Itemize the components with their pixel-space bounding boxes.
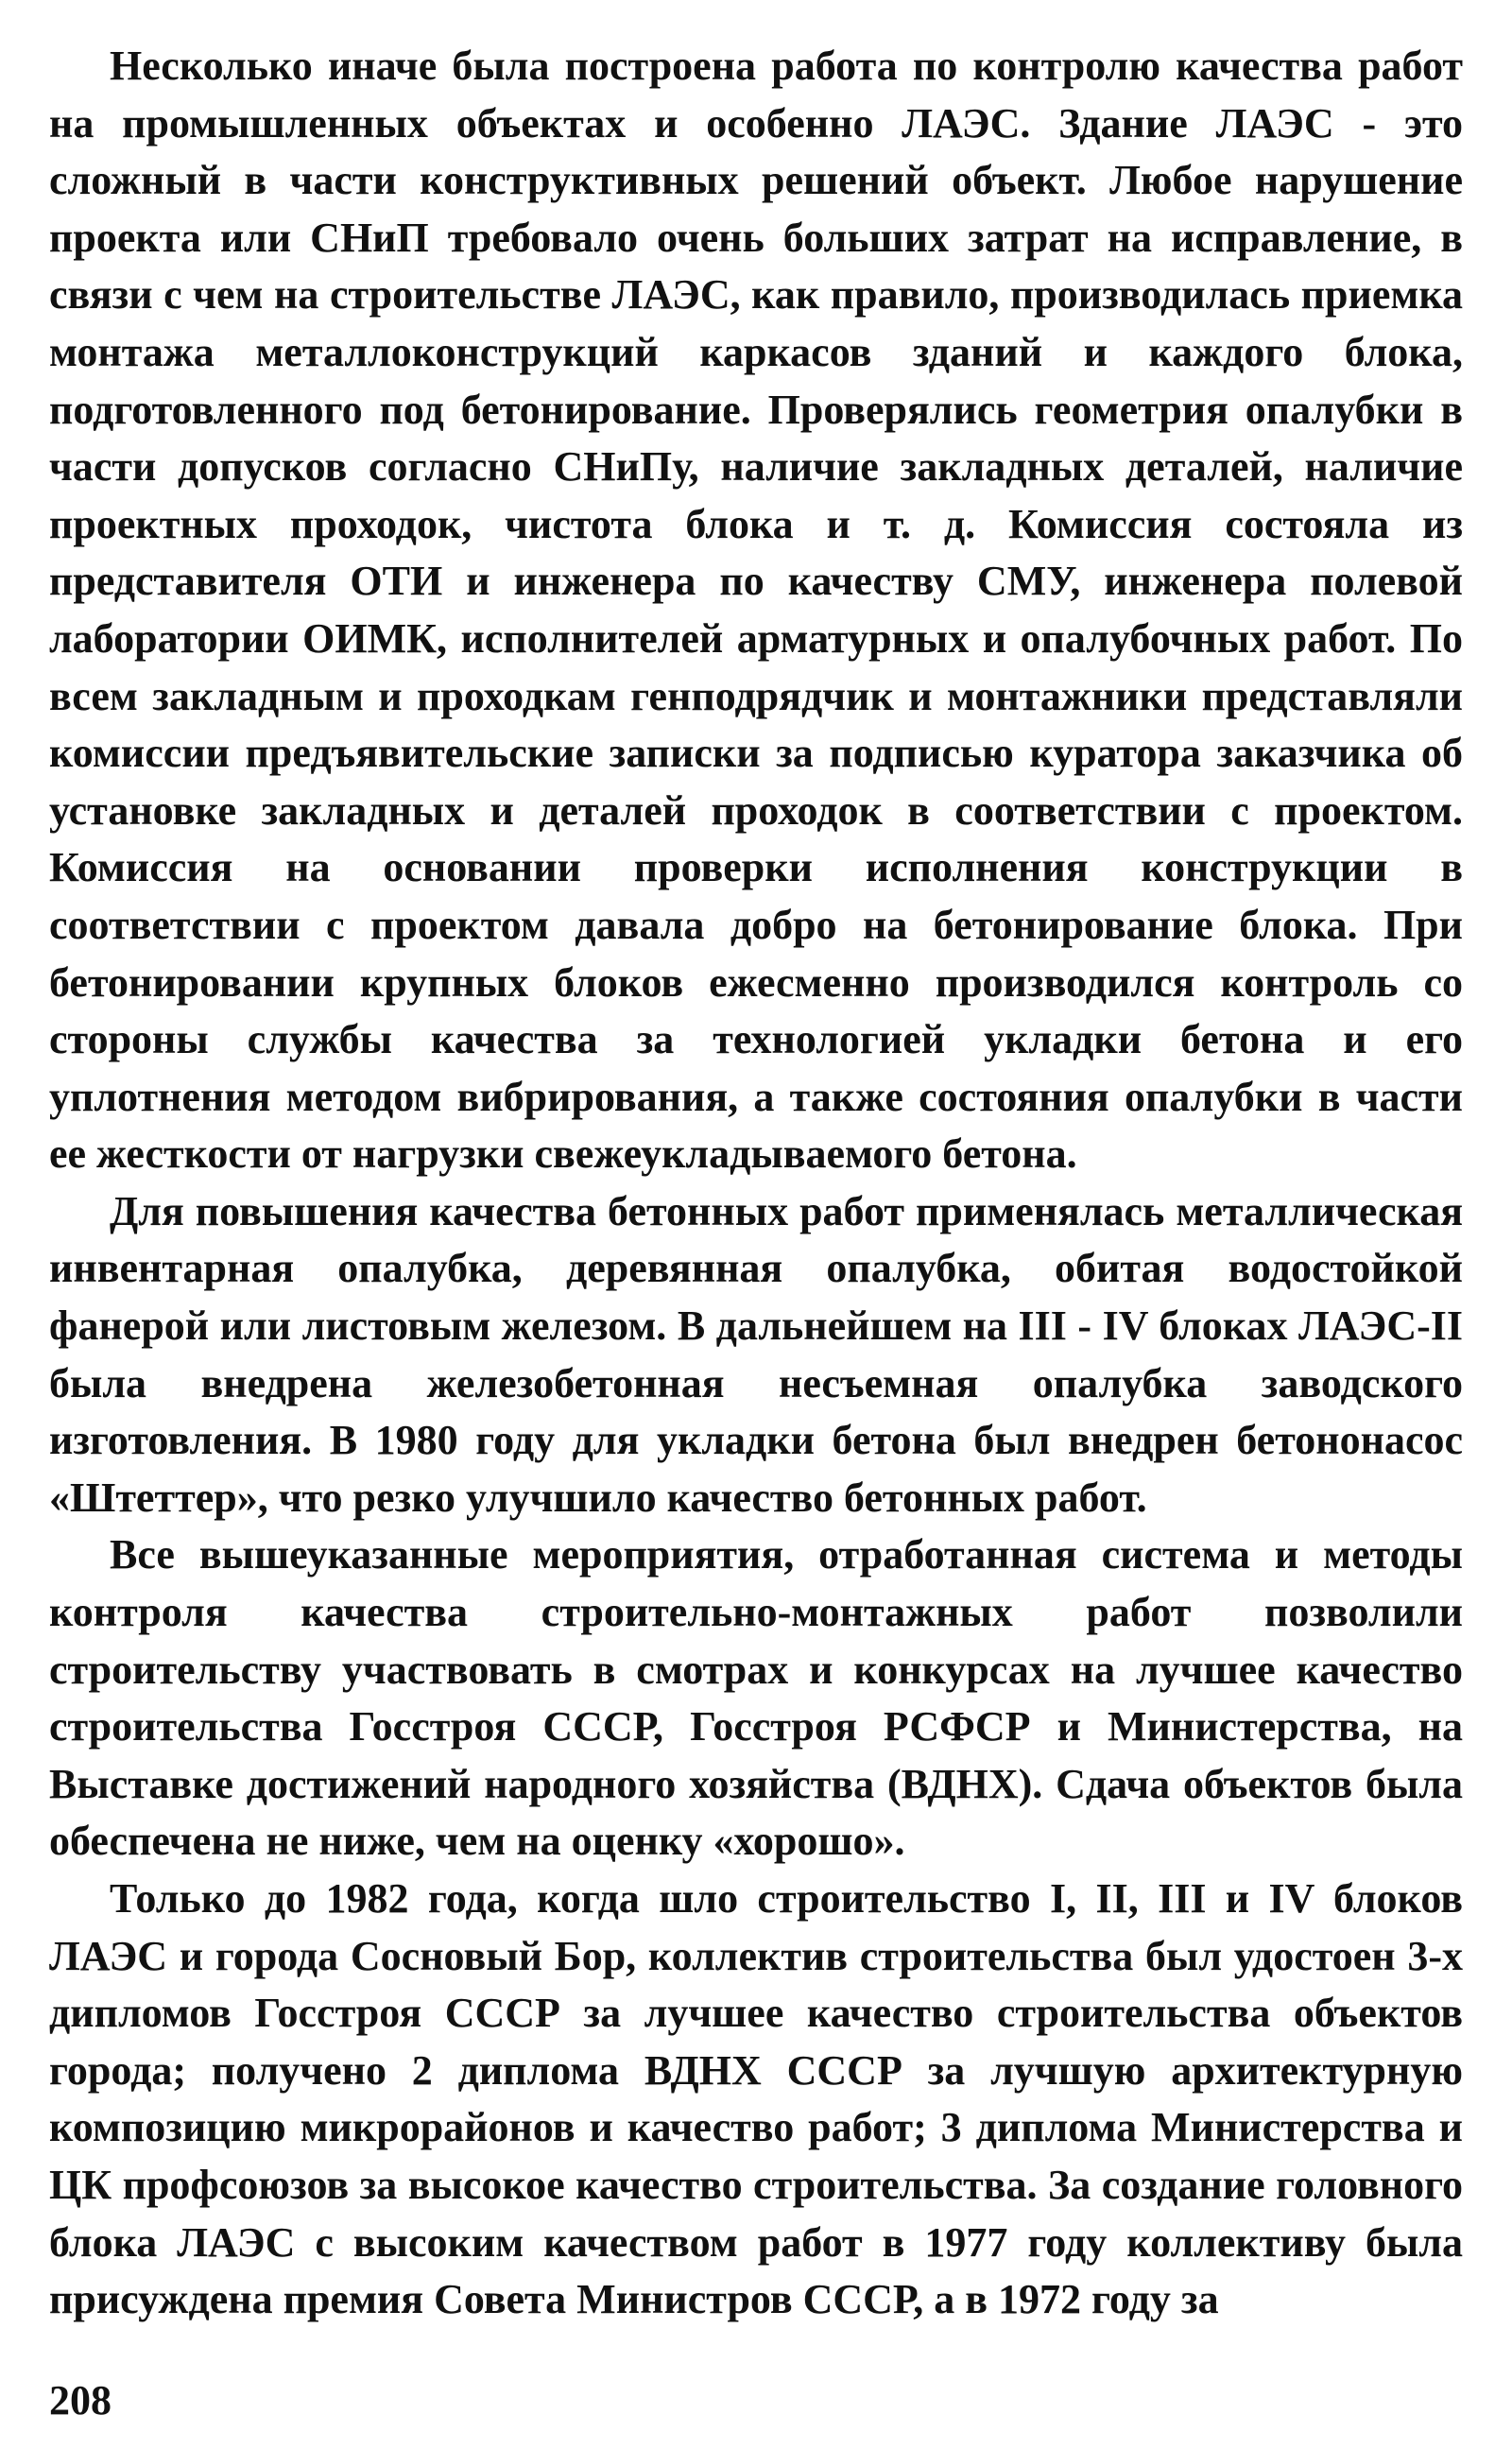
paragraph-2: Для повышения качества бетонных работ применялась металлическая инвентарная опалубка, деревянная опалубка, обитая водостойкой фанерой или листовым железом. В дальнейшем на III - IV блоках ЛАЭС-II была внедрена железобетонная несъемная опалубка заводского изготовления. В 1980 году для укладки бетона был внедрен бетононасос «Штеттер», что резко улучшило качество бетонных работ. (49, 1187, 1463, 1521)
paragraph-3: Все вышеуказанные мероприятия, отработанная система и методы контроля качества строительно-монтажных работ позволили строительству участвовать в смотрах и конкурсах на лучшее качество строительства Госстроя СССР, Госстроя РСФСР и Министерства, на Выставке достижений народного хозяйства (ВДНХ). Сдача объектов была обеспечена не ниже, чем на оценку «хорошо». (49, 1531, 1463, 1865)
paragraph-1: Несколько иначе была построена работа по контролю качества работ на промышленных объектах и особенно ЛАЭС. Здание ЛАЭС - это сложный в части конструктивных решений объект. Любое нарушение проекта или СНиП требовало очень больших затрат на исправление, в связи с чем на строительстве ЛАЭС, как правило, производилась приемка монтажа металлоконструкций каркасов зданий и каждого блока, подготовленного под бетонирование. Проверялись геометрия опалубки в части допусков согласно СНиПу, наличие закладных деталей, наличие проектных проходок, чистота блока и т. д. Комиссия состояла из представителя ОТИ и инженера по качеству СМУ, инженера полевой лаборатории ОИМК, исполнителей арматурных и опалубочных работ. По всем закладным и проходкам генподрядчик и монтажники представляли комиссии предъявительские записки за подписью куратора заказчика об установке закладных и деталей проходок в соответствии с проектом. Комиссия на основании проверки исполнения конструкции в соответствии с проектом давала добро на бетонирование блока. При бетонировании крупных блоков ежесменно производился контроль со стороны службы качества за технологией укладки бетона и его уплотнения методом вибрирования, а также состояния опалубки в части ее жесткости от нагрузки свежеукладываемого бетона. (49, 43, 1463, 1178)
page-number: 208 (49, 2377, 112, 2423)
paragraph-4: Только до 1982 года, когда шло строительство I, II, III и IV блоков ЛАЭС и города Сосновый Бор, коллектив строительства был удостоен 3-х дипломов Госстроя СССР за лучшее качество строительства объектов города; получено 2 диплома ВДНХ СССР за лучшую архитектурную композицию микрорайонов и качество работ; 3 диплома Министерства и ЦК профсоюзов за высокое качество строительства. За создание головного блока ЛАЭС с высоким качеством работ в 1977 году коллективу была присуждена премия Совета Министров СССР, а в 1972 году за (49, 1875, 1463, 2323)
body-text (49, 38, 1463, 2329)
